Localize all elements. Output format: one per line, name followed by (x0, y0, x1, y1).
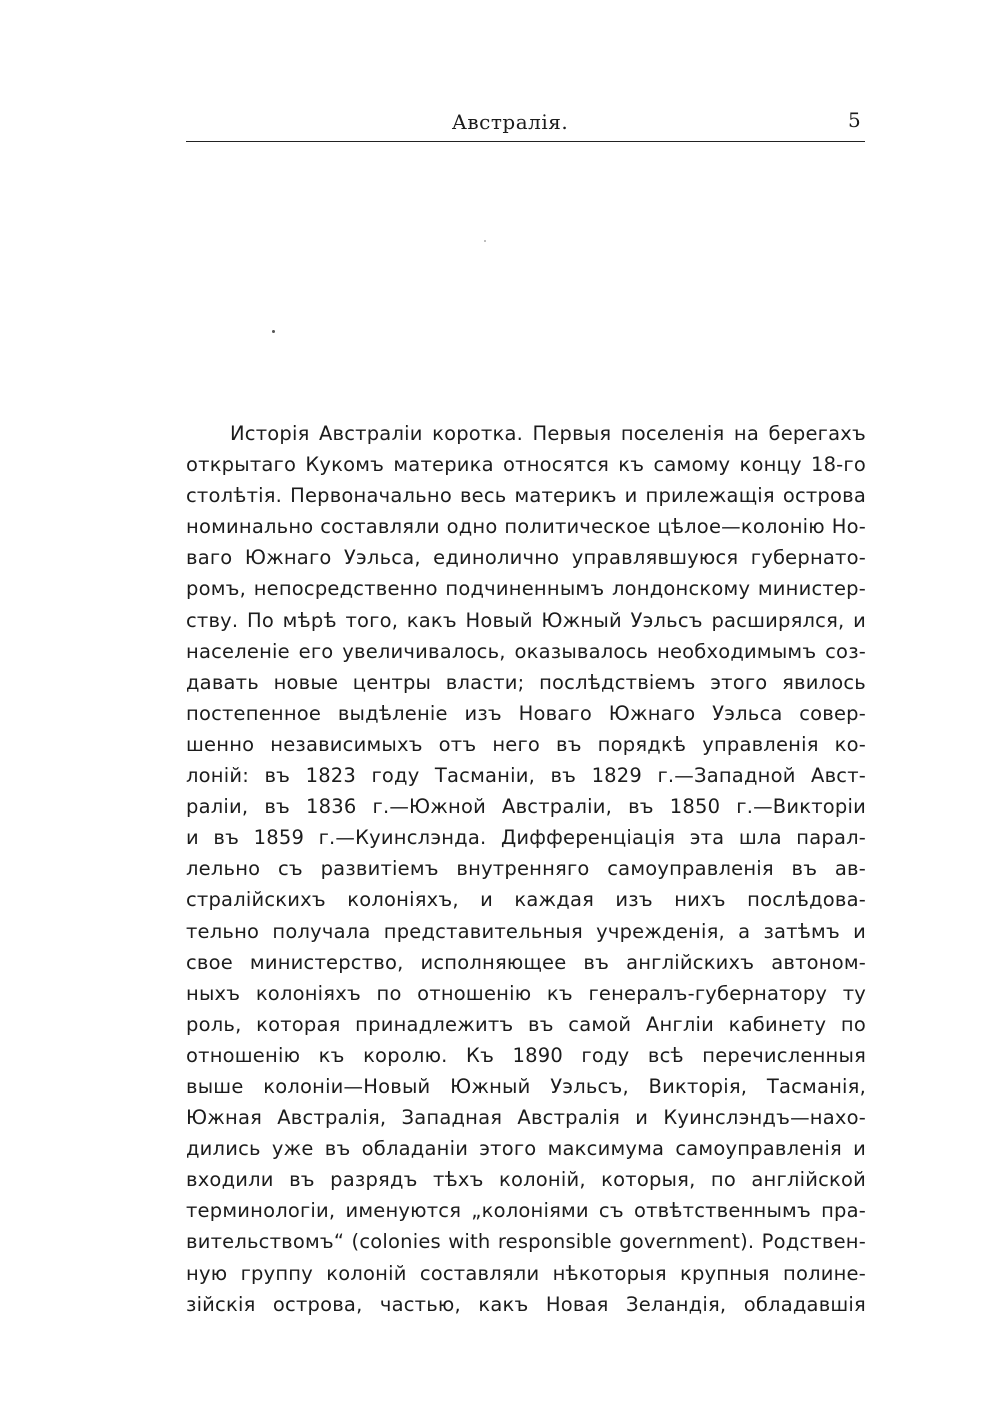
paragraph-line: шенно независимыхъ отъ него въ порядкѣ управленія ко- (186, 732, 866, 756)
paragraph-line: дились уже въ обладаніи этого максимума самоуправленія и (186, 1137, 866, 1161)
paragraph-line: тельно получала представительныя учрежденія, а затѣмъ и (186, 919, 866, 943)
running-header-title: Австралія. (451, 110, 569, 134)
page-number: 5 (848, 108, 861, 132)
paragraph-line: отношенію къ королю. Къ 1890 году всѣ перечисленныя (186, 1043, 866, 1067)
paragraph-line: и въ 1859 г.—Куинслэнда. Дифференціація эта шла парал- (186, 826, 866, 850)
paragraph-line: входили въ разрядъ тѣхъ колоній, которыя, по англійской (186, 1168, 866, 1192)
scan-speck (484, 240, 486, 242)
paragraph-line: роль, которая принадлежитъ въ самой Англіи кабинету по (186, 1012, 866, 1036)
paragraph-line: лоній: въ 1823 году Тасманіи, въ 1829 г.—Западной Авст- (186, 764, 866, 788)
paragraph-first-line: Исторія Австраліи коротка. Первыя поселенія на берегахъ (230, 422, 866, 445)
paragraph-line: вительствомъ“ (colonies with responsible government). Родствен- (186, 1230, 866, 1254)
paragraph-line: выше колоніи—Новый Южный Уэльсъ, Викторія, Тасманія, (186, 1074, 866, 1098)
paragraph-line: постепенное выдѣленіе изъ Новаго Южнаго Уэльса совер- (186, 701, 866, 725)
paragraph-line: ныхъ колоніяхъ по отношенію къ генералъ-губернатору ту (186, 981, 866, 1005)
paragraph-line: лельно съ развитіемъ внутренняго самоуправленія въ ав- (186, 857, 866, 881)
paragraph-line: давать новые центры власти; послѣдствіемъ этого явилось (186, 670, 866, 694)
paragraph-line: зійскія острова, частью, какъ Новая Зеландія, обладавшія (186, 1292, 866, 1316)
header-rule (186, 141, 865, 142)
paragraph-line: ромъ, непосредственно подчиненнымъ лондонскому министер- (186, 577, 866, 601)
paragraph-line: столѣтія. Первоначально весь материкъ и прилежащія острова (186, 484, 866, 508)
paragraph-line: Южная Австралія, Западная Австралія и Куинслэндъ—нахо- (186, 1106, 866, 1130)
scan-speck (272, 330, 275, 333)
paragraph-line: ную группу колоній составляли нѣкоторыя крупныя полине- (186, 1261, 866, 1285)
paragraph-line: раліи, въ 1836 г.—Южной Австраліи, въ 1850 г.—Викторіи (186, 795, 866, 819)
paragraph-line: населеніе его увеличивалось, оказывалось необходимымъ соз- (186, 639, 866, 663)
paragraph-line: номинально составляли одно политическое цѣлое—колонію Но- (186, 515, 866, 539)
paragraph-line: терминологіи, именуются „колоніями съ отвѣтственнымъ пра- (186, 1199, 866, 1223)
paragraph-line: свое министерство, исполняющее въ англійскихъ автоном- (186, 950, 866, 974)
paragraph-line: ству. По мѣрѣ того, какъ Новый Южный Уэльсъ расширялся, и (186, 608, 866, 632)
paragraph-line: ваго Южнаго Уэльса, единолично управлявшуюся губернато- (186, 546, 866, 570)
body-text (186, 418, 866, 1320)
paragraph-line: открытаго Кукомъ материка относятся къ самому концу 18-го (186, 453, 866, 477)
paragraph-line: стралійскихъ колоніяхъ, и каждая изъ нихъ послѣдова- (186, 888, 866, 912)
